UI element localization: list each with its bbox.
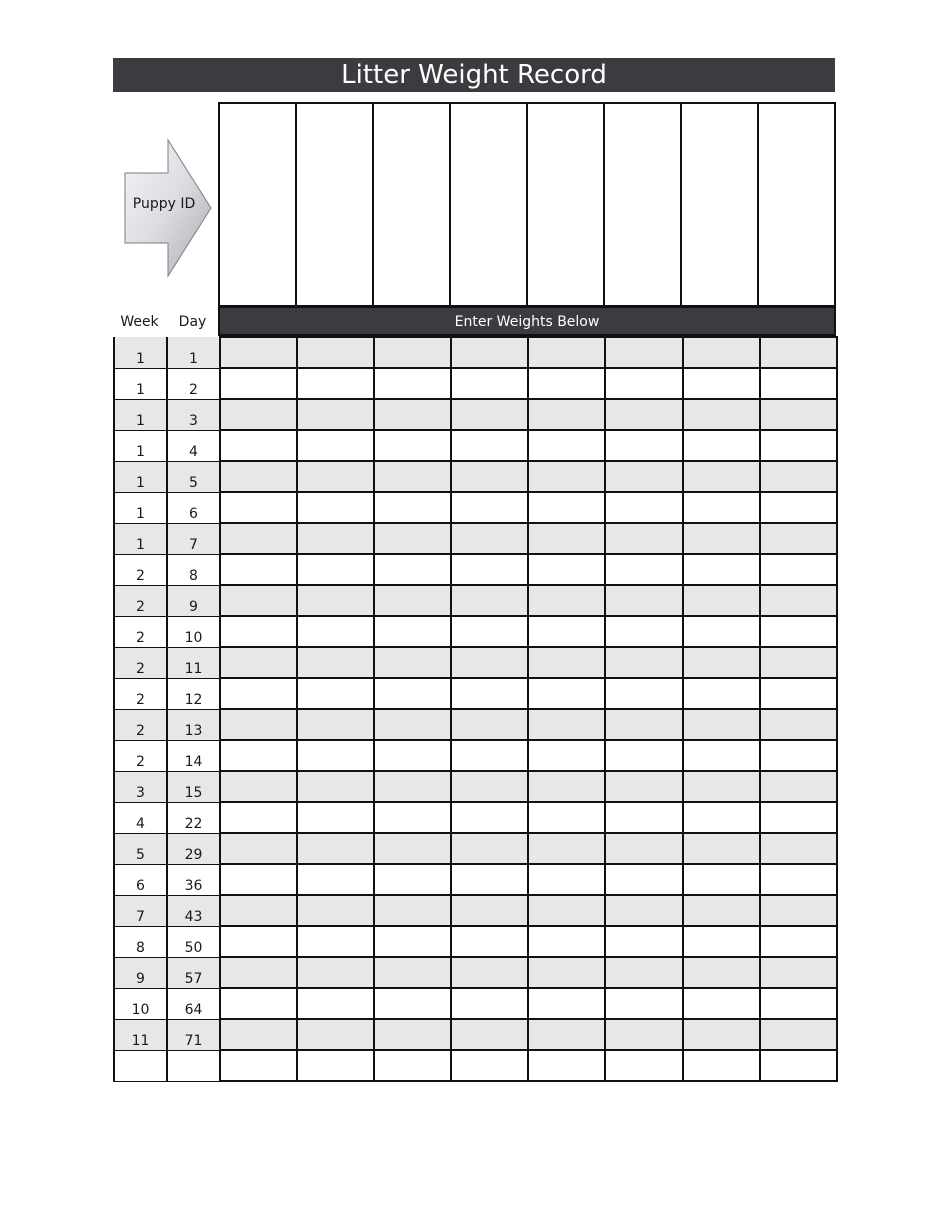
weight-entry-cell[interactable] bbox=[528, 585, 605, 616]
day-cell: 6 bbox=[167, 492, 220, 523]
weight-entry-cell[interactable] bbox=[528, 492, 605, 523]
weight-entry-cell[interactable] bbox=[605, 988, 682, 1019]
weight-entry-cell[interactable] bbox=[760, 337, 837, 368]
weight-entry-cell[interactable] bbox=[528, 740, 605, 771]
page-title: Litter Weight Record bbox=[113, 58, 835, 92]
weight-entry-cell[interactable] bbox=[528, 678, 605, 709]
day-cell: 12 bbox=[167, 678, 220, 709]
weight-entry-cell[interactable] bbox=[683, 399, 760, 430]
weight-entry-cell[interactable] bbox=[451, 1019, 528, 1050]
weight-entry-cell[interactable] bbox=[297, 368, 374, 399]
weight-entry-cell[interactable] bbox=[683, 616, 760, 647]
week-cell: 10 bbox=[114, 988, 167, 1019]
table-row bbox=[114, 585, 837, 616]
table-row bbox=[114, 895, 837, 926]
day-cell: 1 bbox=[167, 337, 220, 368]
weight-entry-cell[interactable] bbox=[451, 368, 528, 399]
weight-entry-cell[interactable] bbox=[374, 523, 451, 554]
enter-weights-banner: Enter Weights Below bbox=[218, 306, 836, 336]
weight-entry-cell[interactable] bbox=[760, 399, 837, 430]
weight-entry-cell[interactable] bbox=[683, 523, 760, 554]
weight-entry-cell[interactable] bbox=[297, 833, 374, 864]
table-row bbox=[114, 337, 837, 368]
weight-entry-cell[interactable] bbox=[297, 492, 374, 523]
week-cell: 2 bbox=[114, 647, 167, 678]
weight-entry-cell[interactable] bbox=[760, 802, 837, 833]
weight-entry-cell[interactable] bbox=[605, 771, 682, 802]
weight-entry-cell[interactable] bbox=[760, 523, 837, 554]
weight-entry-cell[interactable] bbox=[297, 1019, 374, 1050]
weight-entry-cell[interactable] bbox=[451, 709, 528, 740]
weight-entry-cell[interactable] bbox=[528, 926, 605, 957]
day-column-header: Day bbox=[178, 314, 207, 330]
day-cell bbox=[167, 1050, 220, 1081]
weight-entry-cell[interactable] bbox=[683, 926, 760, 957]
weight-entry-cell[interactable] bbox=[605, 709, 682, 740]
weight-entry-cell[interactable] bbox=[605, 740, 682, 771]
weight-entry-cell[interactable] bbox=[220, 461, 297, 492]
weight-entry-cell[interactable] bbox=[451, 895, 528, 926]
day-cell: 2 bbox=[167, 368, 220, 399]
day-cell: 11 bbox=[167, 647, 220, 678]
weight-entry-cell[interactable] bbox=[297, 647, 374, 678]
weight-entry-cell[interactable] bbox=[760, 926, 837, 957]
week-cell: 1 bbox=[114, 430, 167, 461]
weight-entry-cell[interactable] bbox=[683, 833, 760, 864]
table-row bbox=[114, 833, 837, 864]
weight-entry-cell[interactable] bbox=[220, 1050, 297, 1081]
table-row bbox=[114, 740, 837, 771]
weight-entry-cell[interactable] bbox=[220, 957, 297, 988]
weight-entry-cell[interactable] bbox=[760, 709, 837, 740]
weight-entry-cell[interactable] bbox=[220, 678, 297, 709]
weight-entry-cell[interactable] bbox=[528, 833, 605, 864]
day-cell: 13 bbox=[167, 709, 220, 740]
weight-entry-cell[interactable] bbox=[528, 988, 605, 1019]
puppy-id-cell[interactable] bbox=[373, 103, 450, 306]
weight-entry-cell[interactable] bbox=[528, 430, 605, 461]
weight-entry-cell[interactable] bbox=[605, 523, 682, 554]
weight-entry-cell[interactable] bbox=[374, 802, 451, 833]
week-cell: 2 bbox=[114, 709, 167, 740]
weight-entry-cell[interactable] bbox=[374, 368, 451, 399]
weight-entry-cell[interactable] bbox=[297, 337, 374, 368]
weight-entry-cell[interactable] bbox=[683, 461, 760, 492]
puppy-id-cell[interactable] bbox=[296, 103, 373, 306]
weight-entry-cell[interactable] bbox=[760, 647, 837, 678]
weight-entry-cell[interactable] bbox=[220, 1019, 297, 1050]
weight-entry-cell[interactable] bbox=[605, 1050, 682, 1081]
weight-entry-cell[interactable] bbox=[451, 740, 528, 771]
weight-entry-cell[interactable] bbox=[451, 864, 528, 895]
weight-entry-cell[interactable] bbox=[374, 895, 451, 926]
week-cell: 1 bbox=[114, 523, 167, 554]
weight-entry-cell[interactable] bbox=[760, 895, 837, 926]
weight-entry-cell[interactable] bbox=[451, 1050, 528, 1081]
weight-entry-cell[interactable] bbox=[297, 1050, 374, 1081]
week-cell: 2 bbox=[114, 585, 167, 616]
weight-entry-cell[interactable] bbox=[528, 895, 605, 926]
weight-entry-cell[interactable] bbox=[760, 492, 837, 523]
weight-entry-cell[interactable] bbox=[451, 833, 528, 864]
weight-entry-cell[interactable] bbox=[220, 647, 297, 678]
weight-entry-cell[interactable] bbox=[297, 430, 374, 461]
weight-entry-cell[interactable] bbox=[374, 430, 451, 461]
weight-entry-cell[interactable] bbox=[220, 368, 297, 399]
weight-entry-cell[interactable] bbox=[760, 957, 837, 988]
weight-entry-cell[interactable] bbox=[220, 740, 297, 771]
weight-entry-cell[interactable] bbox=[297, 554, 374, 585]
day-cell: 15 bbox=[167, 771, 220, 802]
table-row bbox=[114, 1019, 837, 1050]
weight-entry-cell[interactable] bbox=[451, 523, 528, 554]
weight-entry-cell[interactable] bbox=[528, 802, 605, 833]
weight-entry-cell[interactable] bbox=[220, 802, 297, 833]
weight-entry-cell[interactable] bbox=[760, 771, 837, 802]
week-cell: 1 bbox=[114, 337, 167, 368]
day-cell: 4 bbox=[167, 430, 220, 461]
weight-entry-cell[interactable] bbox=[683, 802, 760, 833]
weight-entry-cell[interactable] bbox=[297, 616, 374, 647]
table-row bbox=[114, 492, 837, 523]
weight-entry-cell[interactable] bbox=[605, 430, 682, 461]
table-row bbox=[114, 368, 837, 399]
weight-entry-cell[interactable] bbox=[683, 895, 760, 926]
weight-entry-cell[interactable] bbox=[374, 740, 451, 771]
weight-entry-cell[interactable] bbox=[220, 523, 297, 554]
weight-entry-cell[interactable] bbox=[297, 957, 374, 988]
weight-entry-cell[interactable] bbox=[683, 554, 760, 585]
weight-entry-cell[interactable] bbox=[297, 585, 374, 616]
day-cell: 9 bbox=[167, 585, 220, 616]
weight-entry-cell[interactable] bbox=[220, 833, 297, 864]
day-cell: 3 bbox=[167, 399, 220, 430]
week-cell bbox=[114, 1050, 167, 1081]
weight-entry-cell[interactable] bbox=[297, 771, 374, 802]
weight-entry-cell[interactable] bbox=[374, 957, 451, 988]
weight-entry-cell[interactable] bbox=[297, 864, 374, 895]
weight-entry-cell[interactable] bbox=[760, 833, 837, 864]
weight-entry-cell[interactable] bbox=[451, 926, 528, 957]
weight-entry-cell[interactable] bbox=[220, 864, 297, 895]
weight-entry-cell[interactable] bbox=[683, 368, 760, 399]
weight-entry-cell[interactable] bbox=[297, 523, 374, 554]
weight-entry-cell[interactable] bbox=[683, 678, 760, 709]
puppy-id-cell[interactable] bbox=[219, 103, 296, 306]
week-cell: 1 bbox=[114, 368, 167, 399]
weight-entry-cell[interactable] bbox=[451, 430, 528, 461]
table-row bbox=[114, 709, 837, 740]
weight-entry-cell[interactable] bbox=[760, 1019, 837, 1050]
weight-entry-cell[interactable] bbox=[605, 833, 682, 864]
week-cell: 8 bbox=[114, 926, 167, 957]
weight-entry-cell[interactable] bbox=[297, 802, 374, 833]
weight-entry-cell[interactable] bbox=[605, 492, 682, 523]
weight-entry-cell[interactable] bbox=[374, 864, 451, 895]
puppy-id-cell[interactable] bbox=[681, 103, 758, 306]
weight-entry-cell[interactable] bbox=[374, 1019, 451, 1050]
week-cell: 1 bbox=[114, 399, 167, 430]
puppy-id-grid bbox=[218, 102, 836, 307]
weight-entry-cell[interactable] bbox=[451, 647, 528, 678]
weight-entry-cell[interactable] bbox=[760, 988, 837, 1019]
table-row bbox=[114, 554, 837, 585]
weight-entry-cell[interactable] bbox=[528, 337, 605, 368]
table-row bbox=[114, 957, 837, 988]
puppy-id-cell[interactable] bbox=[758, 103, 835, 306]
weight-entry-cell[interactable] bbox=[683, 740, 760, 771]
weight-entry-cell[interactable] bbox=[683, 1050, 760, 1081]
weight-entry-cell[interactable] bbox=[297, 926, 374, 957]
weight-entry-cell[interactable] bbox=[683, 864, 760, 895]
weight-entry-cell[interactable] bbox=[374, 399, 451, 430]
weight-entry-cell[interactable] bbox=[683, 492, 760, 523]
weight-entry-cell[interactable] bbox=[528, 523, 605, 554]
weight-entry-cell[interactable] bbox=[760, 461, 837, 492]
weight-entry-cell[interactable] bbox=[528, 709, 605, 740]
weight-entry-cell[interactable] bbox=[528, 399, 605, 430]
weight-entry-cell[interactable] bbox=[451, 585, 528, 616]
weight-entry-cell[interactable] bbox=[605, 647, 682, 678]
day-cell: 57 bbox=[167, 957, 220, 988]
day-cell: 43 bbox=[167, 895, 220, 926]
weight-entry-cell[interactable] bbox=[220, 430, 297, 461]
weight-entry-cell[interactable] bbox=[374, 585, 451, 616]
day-cell: 64 bbox=[167, 988, 220, 1019]
weight-entry-cell[interactable] bbox=[683, 957, 760, 988]
weight-entry-cell[interactable] bbox=[760, 1050, 837, 1081]
week-cell: 7 bbox=[114, 895, 167, 926]
weight-entry-cell[interactable] bbox=[760, 554, 837, 585]
weight-entry-cell[interactable] bbox=[220, 337, 297, 368]
week-cell: 5 bbox=[114, 833, 167, 864]
weight-entry-cell[interactable] bbox=[451, 461, 528, 492]
weight-entry-cell[interactable] bbox=[297, 399, 374, 430]
weight-entry-cell[interactable] bbox=[374, 833, 451, 864]
weight-entry-cell[interactable] bbox=[605, 461, 682, 492]
table-row bbox=[114, 926, 837, 957]
weight-entry-cell[interactable] bbox=[220, 709, 297, 740]
weight-entry-cell[interactable] bbox=[451, 616, 528, 647]
table-row bbox=[114, 864, 837, 895]
weight-entry-cell[interactable] bbox=[605, 616, 682, 647]
weight-entry-cell[interactable] bbox=[220, 895, 297, 926]
table-row bbox=[114, 988, 837, 1019]
weight-entry-cell[interactable] bbox=[760, 864, 837, 895]
weight-entry-cell[interactable] bbox=[451, 554, 528, 585]
day-cell: 10 bbox=[167, 616, 220, 647]
table-row bbox=[114, 430, 837, 461]
weight-entry-cell[interactable] bbox=[297, 709, 374, 740]
weight-entry-cell[interactable] bbox=[528, 864, 605, 895]
weight-entry-cell[interactable] bbox=[374, 771, 451, 802]
weight-entry-cell[interactable] bbox=[220, 492, 297, 523]
weight-entry-cell[interactable] bbox=[374, 616, 451, 647]
weight-entry-cell[interactable] bbox=[528, 1019, 605, 1050]
weight-entry-cell[interactable] bbox=[528, 647, 605, 678]
table-row bbox=[114, 399, 837, 430]
table-row bbox=[114, 802, 837, 833]
weight-entry-cell[interactable] bbox=[220, 771, 297, 802]
weight-entry-cell[interactable] bbox=[683, 771, 760, 802]
weight-entry-cell[interactable] bbox=[451, 802, 528, 833]
week-cell: 1 bbox=[114, 492, 167, 523]
weight-entry-cell[interactable] bbox=[297, 678, 374, 709]
weight-entry-cell[interactable] bbox=[605, 1019, 682, 1050]
table-row bbox=[114, 523, 837, 554]
weight-entry-cell[interactable] bbox=[220, 988, 297, 1019]
week-cell: 11 bbox=[114, 1019, 167, 1050]
weight-entry-cell[interactable] bbox=[374, 337, 451, 368]
weight-entry-cell[interactable] bbox=[451, 399, 528, 430]
weight-entry-cell[interactable] bbox=[760, 678, 837, 709]
weight-entry-cell[interactable] bbox=[605, 554, 682, 585]
week-cell: 2 bbox=[114, 740, 167, 771]
table-row bbox=[114, 771, 837, 802]
table-row bbox=[114, 1050, 837, 1081]
weight-entry-cell[interactable] bbox=[297, 461, 374, 492]
weight-entry-cell[interactable] bbox=[683, 709, 760, 740]
weight-entry-cell[interactable] bbox=[220, 616, 297, 647]
weight-entry-cell[interactable] bbox=[451, 492, 528, 523]
weight-entry-cell[interactable] bbox=[760, 430, 837, 461]
weight-entry-cell[interactable] bbox=[683, 1019, 760, 1050]
week-cell: 1 bbox=[114, 461, 167, 492]
weight-entry-cell[interactable] bbox=[220, 926, 297, 957]
weight-entry-cell[interactable] bbox=[683, 430, 760, 461]
weight-entry-cell[interactable] bbox=[605, 926, 682, 957]
weight-entry-cell[interactable] bbox=[760, 740, 837, 771]
week-cell: 6 bbox=[114, 864, 167, 895]
puppy-id-cell[interactable] bbox=[450, 103, 527, 306]
day-cell: 71 bbox=[167, 1019, 220, 1050]
day-cell: 50 bbox=[167, 926, 220, 957]
weight-entry-cell[interactable] bbox=[683, 647, 760, 678]
weight-entry-cell[interactable] bbox=[528, 1050, 605, 1081]
table-row bbox=[114, 461, 837, 492]
weight-entry-cell[interactable] bbox=[297, 740, 374, 771]
puppy-id-label: Puppy ID bbox=[132, 196, 196, 212]
weight-entry-cell[interactable] bbox=[374, 647, 451, 678]
weight-entry-cell[interactable] bbox=[683, 585, 760, 616]
day-cell: 29 bbox=[167, 833, 220, 864]
weight-entry-cell[interactable] bbox=[605, 864, 682, 895]
weight-entry-cell[interactable] bbox=[760, 368, 837, 399]
weight-entry-cell[interactable] bbox=[451, 957, 528, 988]
weight-entry-cell[interactable] bbox=[374, 554, 451, 585]
weight-entry-cell[interactable] bbox=[374, 678, 451, 709]
weight-entry-cell[interactable] bbox=[451, 771, 528, 802]
weight-entry-cell[interactable] bbox=[528, 368, 605, 399]
day-cell: 5 bbox=[167, 461, 220, 492]
weight-entry-cell[interactable] bbox=[528, 616, 605, 647]
weight-entry-cell[interactable] bbox=[528, 771, 605, 802]
weight-entry-cell[interactable] bbox=[220, 399, 297, 430]
weight-entry-cell[interactable] bbox=[451, 988, 528, 1019]
weight-entry-cell[interactable] bbox=[220, 585, 297, 616]
weight-entry-cell[interactable] bbox=[451, 678, 528, 709]
weight-entry-cell[interactable] bbox=[220, 554, 297, 585]
weight-entry-cell[interactable] bbox=[374, 492, 451, 523]
weight-entry-cell[interactable] bbox=[528, 554, 605, 585]
puppy-id-cell[interactable] bbox=[604, 103, 681, 306]
day-cell: 8 bbox=[167, 554, 220, 585]
weight-entry-cell[interactable] bbox=[528, 461, 605, 492]
weight-entry-cell[interactable] bbox=[528, 957, 605, 988]
week-cell: 4 bbox=[114, 802, 167, 833]
weight-entry-cell[interactable] bbox=[683, 337, 760, 368]
day-cell: 14 bbox=[167, 740, 220, 771]
day-cell: 22 bbox=[167, 802, 220, 833]
weight-entry-cell[interactable] bbox=[605, 678, 682, 709]
weight-entry-cell[interactable] bbox=[605, 585, 682, 616]
weight-entry-cell[interactable] bbox=[374, 926, 451, 957]
weight-entry-cell[interactable] bbox=[374, 988, 451, 1019]
day-cell: 36 bbox=[167, 864, 220, 895]
weight-entry-cell[interactable] bbox=[297, 988, 374, 1019]
table-row bbox=[114, 647, 837, 678]
weight-entry-cell[interactable] bbox=[683, 988, 760, 1019]
weight-entry-cell[interactable] bbox=[605, 399, 682, 430]
weight-entry-cell[interactable] bbox=[374, 1050, 451, 1081]
weight-entry-cell[interactable] bbox=[760, 585, 837, 616]
week-cell: 2 bbox=[114, 678, 167, 709]
weight-entry-cell[interactable] bbox=[605, 368, 682, 399]
weight-entry-cell[interactable] bbox=[451, 337, 528, 368]
weight-entry-cell[interactable] bbox=[605, 337, 682, 368]
weight-entry-cell[interactable] bbox=[760, 616, 837, 647]
week-cell: 2 bbox=[114, 554, 167, 585]
weight-table bbox=[113, 336, 838, 1082]
weight-entry-cell[interactable] bbox=[605, 957, 682, 988]
table-row bbox=[114, 616, 837, 647]
week-cell: 3 bbox=[114, 771, 167, 802]
weight-entry-cell[interactable] bbox=[374, 461, 451, 492]
weight-entry-cell[interactable] bbox=[374, 709, 451, 740]
day-cell: 7 bbox=[167, 523, 220, 554]
weight-entry-cell[interactable] bbox=[605, 802, 682, 833]
week-cell: 9 bbox=[114, 957, 167, 988]
weight-entry-cell[interactable] bbox=[605, 895, 682, 926]
puppy-id-cell[interactable] bbox=[527, 103, 604, 306]
week-cell: 2 bbox=[114, 616, 167, 647]
table-row bbox=[114, 678, 837, 709]
week-column-header: Week bbox=[120, 314, 159, 330]
weight-entry-cell[interactable] bbox=[297, 895, 374, 926]
